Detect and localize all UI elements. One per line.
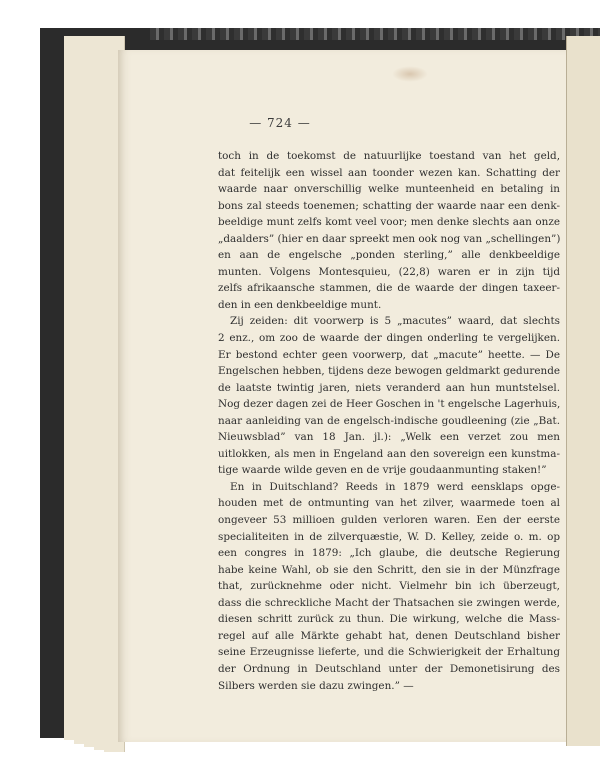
text-line: 2 enz., om zoo de waarde der dingen onderling te vergelijken.: [218, 332, 560, 345]
body-text: [218, 148, 560, 694]
cover-top-edge: [150, 28, 600, 40]
text-line: tige waarde wilde geven en de vrije goudaanmunting staken!”: [218, 464, 547, 477]
paper-stain: [392, 66, 428, 82]
text-line: Nog dezer dagen zei de Heer Goschen in 't engelsche Lagerhuis,: [218, 398, 560, 411]
text-line: beeldige munt zelfs komt veel voor; men denke slechts aan onze: [218, 216, 560, 229]
text-line: zelfs afrikaansche stammen, die de waarde der dingen taxeer-: [218, 282, 560, 295]
facing-page-edge: [566, 36, 600, 746]
text-line: En in Duitschland? Reeds in 1879 werd eensklaps opge-: [230, 480, 560, 493]
text-line: bons zal steeds toenemen; schatting der waarde naar een denk-: [218, 199, 560, 212]
text-line: waarde naar onverschillig welke munteenheid en betaling in: [218, 183, 560, 196]
text-line: Nieuwsblad” van 18 Jan. jl.): „Welk een verzet zou men: [218, 431, 560, 444]
text-line: habe keine Wahl, ob sie den Schritt, den sie in der Münzfrage: [218, 563, 560, 576]
text-line: en aan de engelsche „ponden sterling,” alle denkbeeldige: [218, 249, 560, 262]
text-line: munten. Volgens Montesquieu, (22,8) waren er in zijn tijd: [218, 265, 560, 278]
text-line: naar aanleiding van de engelsch-indische goudleening (zie „Bat.: [218, 414, 560, 427]
text-line: uitlokken, als men in Engeland aan den sovereign een kunstma-: [218, 447, 560, 460]
text-line: ongeveer 53 millioen gulden verloren waren. Een der eerste: [218, 514, 560, 527]
text-line: diesen schritt zurück zu thun. Die wirkung, welche die Mass-: [218, 613, 560, 626]
text-line: that, zurücknehme oder nicht. Vielmehr bin ich überzeugt,: [218, 580, 560, 593]
text-line: seine Erzeugnisse lieferte, und die Schwierigkeit der Erhaltung: [218, 646, 560, 659]
text-line: den in een denkbeeldige munt.: [218, 298, 382, 311]
text-line: Er bestond echter geen voorwerp, dat „macute” heette. — De: [218, 348, 560, 361]
text-line: specialiteiten in de zilverquæstie, W. D. Kelley, zeide o. m. op: [218, 530, 560, 543]
text-line: de laatste twintig jaren, niets veranderd aan hun muntstelsel.: [218, 381, 560, 394]
text-line: toch in de toekomst de natuurlijke toestand van het geld,: [218, 150, 560, 162]
text-line: Engelschen hebben, tijdens deze bewogen geldmarkt gedurende: [218, 365, 560, 378]
text-line: der Ordnung in Deutschland unter der Demonetisirung des: [218, 662, 560, 675]
text-line: Silbers werden sie dazu zwingen.” —: [218, 679, 414, 692]
text-line: „daalders” (hier en daar spreekt men ook nog van „schellingen”): [218, 232, 560, 245]
page-number: — 724 —: [249, 116, 311, 130]
text-line: een congres in 1879: „Ich glaube, die deutsche Regierung: [218, 547, 560, 560]
text-line: dass die schreckliche Macht der Thatsachen sie zwingen werde,: [218, 596, 560, 609]
text-line: dat feitelijk een wissel aan toonder wezen kan. Schatting der: [218, 166, 560, 179]
text-line: Zij zeiden: dit voorwerp is 5 „macutes” waard, dat slechts: [230, 315, 560, 328]
text-line: regel auf alle Märkte gehabt hat, denen Deutschland bisher: [218, 629, 560, 642]
text-line: houden met de ontmunting van het zilver, waarmede toen al: [218, 497, 560, 510]
